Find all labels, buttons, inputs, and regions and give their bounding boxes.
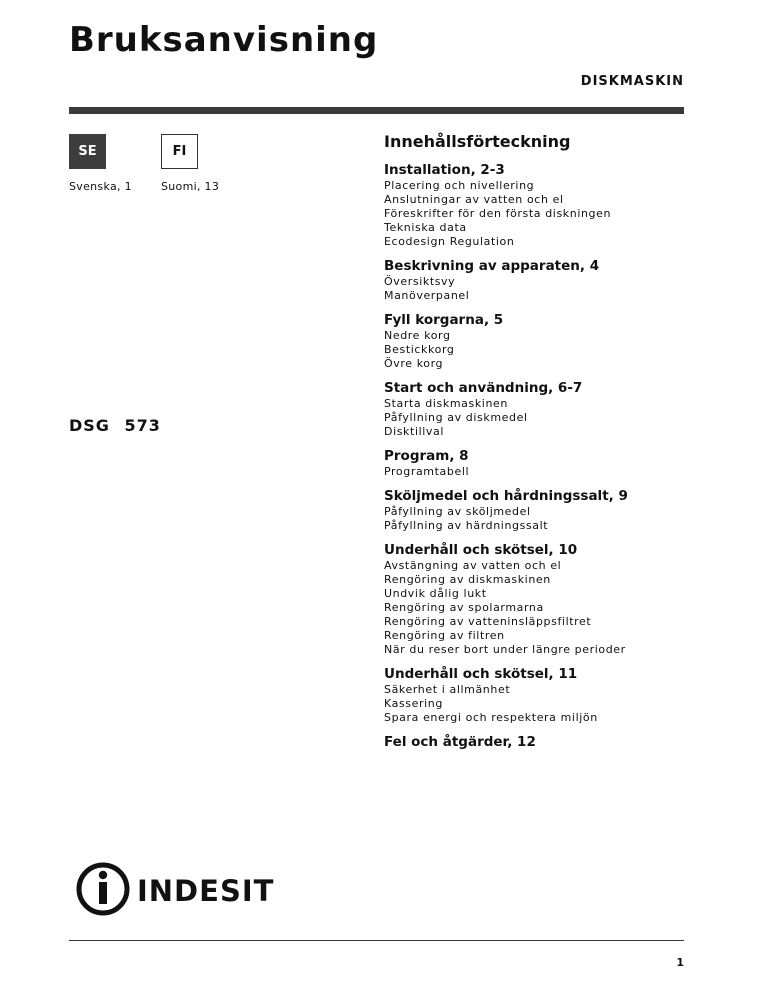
toc-section-item: Rengöring av filtren [384, 629, 505, 642]
toc-section-heading: Program, 8 [384, 448, 469, 464]
indesit-logo-icon [79, 865, 127, 913]
toc-section-item: Påfyllning av diskmedel [384, 411, 528, 424]
page-number: 1 [676, 956, 684, 969]
toc-section-heading: Start och användning, 6-7 [384, 380, 583, 396]
toc-section-heading: Installation, 2-3 [384, 162, 505, 178]
toc-title: Innehållsförteckning [384, 132, 571, 151]
toc-section-item: Föreskrifter för den första diskningen [384, 207, 612, 220]
toc-section-item: Kassering [384, 697, 443, 710]
toc-section [384, 666, 684, 725]
page-title: Bruksanvisning [69, 20, 379, 60]
toc-section-item: När du reser bort under längre perioder [384, 643, 626, 656]
toc-section-item: Spara energi och respektera miljön [384, 711, 598, 724]
toc-section-item: Nedre korg [384, 329, 451, 342]
toc-section-item: Övre korg [384, 357, 444, 370]
model-number: DSG 573 [69, 416, 161, 435]
toc-section-item: Bestickkorg [384, 343, 455, 356]
language-label-fi: Suomi, 13 [161, 180, 220, 193]
toc-section [384, 734, 684, 751]
toc-section-item: Översiktsvy [384, 275, 456, 288]
toc-section-item: Undvik dålig lukt [384, 587, 487, 600]
toc-section-item: Påfyllning av sköljmedel [384, 505, 531, 518]
toc-section-item: Disktillval [384, 425, 445, 438]
toc-sections [384, 162, 684, 751]
toc-section-item: Säkerhet i allmänhet [384, 683, 511, 696]
product-category: DISKMASKIN [580, 74, 684, 89]
toc-section-heading: Sköljmedel och hårdningssalt, 9 [384, 488, 628, 504]
toc-section-item: Placering och nivellering [384, 179, 535, 192]
toc-section-item: Ecodesign Regulation [384, 235, 515, 248]
toc-section [384, 312, 684, 371]
toc-section [384, 258, 684, 303]
toc-section [384, 448, 684, 479]
toc-section-item: Rengöring av spolarmarna [384, 601, 544, 614]
toc-section-item: Anslutningar av vatten och el [384, 193, 564, 206]
toc-section-item: Tekniska data [384, 221, 467, 234]
toc-section [384, 542, 684, 657]
toc-section-item: Manöverpanel [384, 289, 470, 302]
toc-section-heading: Underhåll och skötsel, 10 [384, 542, 578, 558]
toc-section-item: Starta diskmaskinen [384, 397, 508, 410]
toc-section [384, 162, 684, 249]
toc-section-item: Påfyllning av härdningssalt [384, 519, 549, 532]
toc-section-heading: Underhåll och skötsel, 11 [384, 666, 578, 682]
toc-section-item: Rengöring av diskmaskinen [384, 573, 551, 586]
toc-section-item: Programtabell [384, 465, 470, 478]
toc-section-item: Avstängning av vatten och el [384, 559, 562, 572]
bottom-divider [69, 940, 684, 941]
toc-section [384, 380, 684, 439]
toc-section-item: Rengöring av vatteninsläppsfiltret [384, 615, 592, 628]
language-tab-se[interactable]: SE [69, 134, 106, 169]
language-tab-fi[interactable]: FI [161, 134, 198, 169]
language-label-se: Svenska, 1 [69, 180, 132, 193]
indesit-logo [75, 860, 295, 918]
toc-section-heading: Beskrivning av apparaten, 4 [384, 258, 600, 274]
toc-section-heading: Fel och åtgärder, 12 [384, 734, 536, 750]
table-of-contents [384, 132, 684, 760]
top-divider [69, 107, 684, 114]
toc-section-heading: Fyll korgarna, 5 [384, 312, 504, 328]
toc-section [384, 488, 684, 533]
logo-text: INDESIT [137, 874, 275, 908]
